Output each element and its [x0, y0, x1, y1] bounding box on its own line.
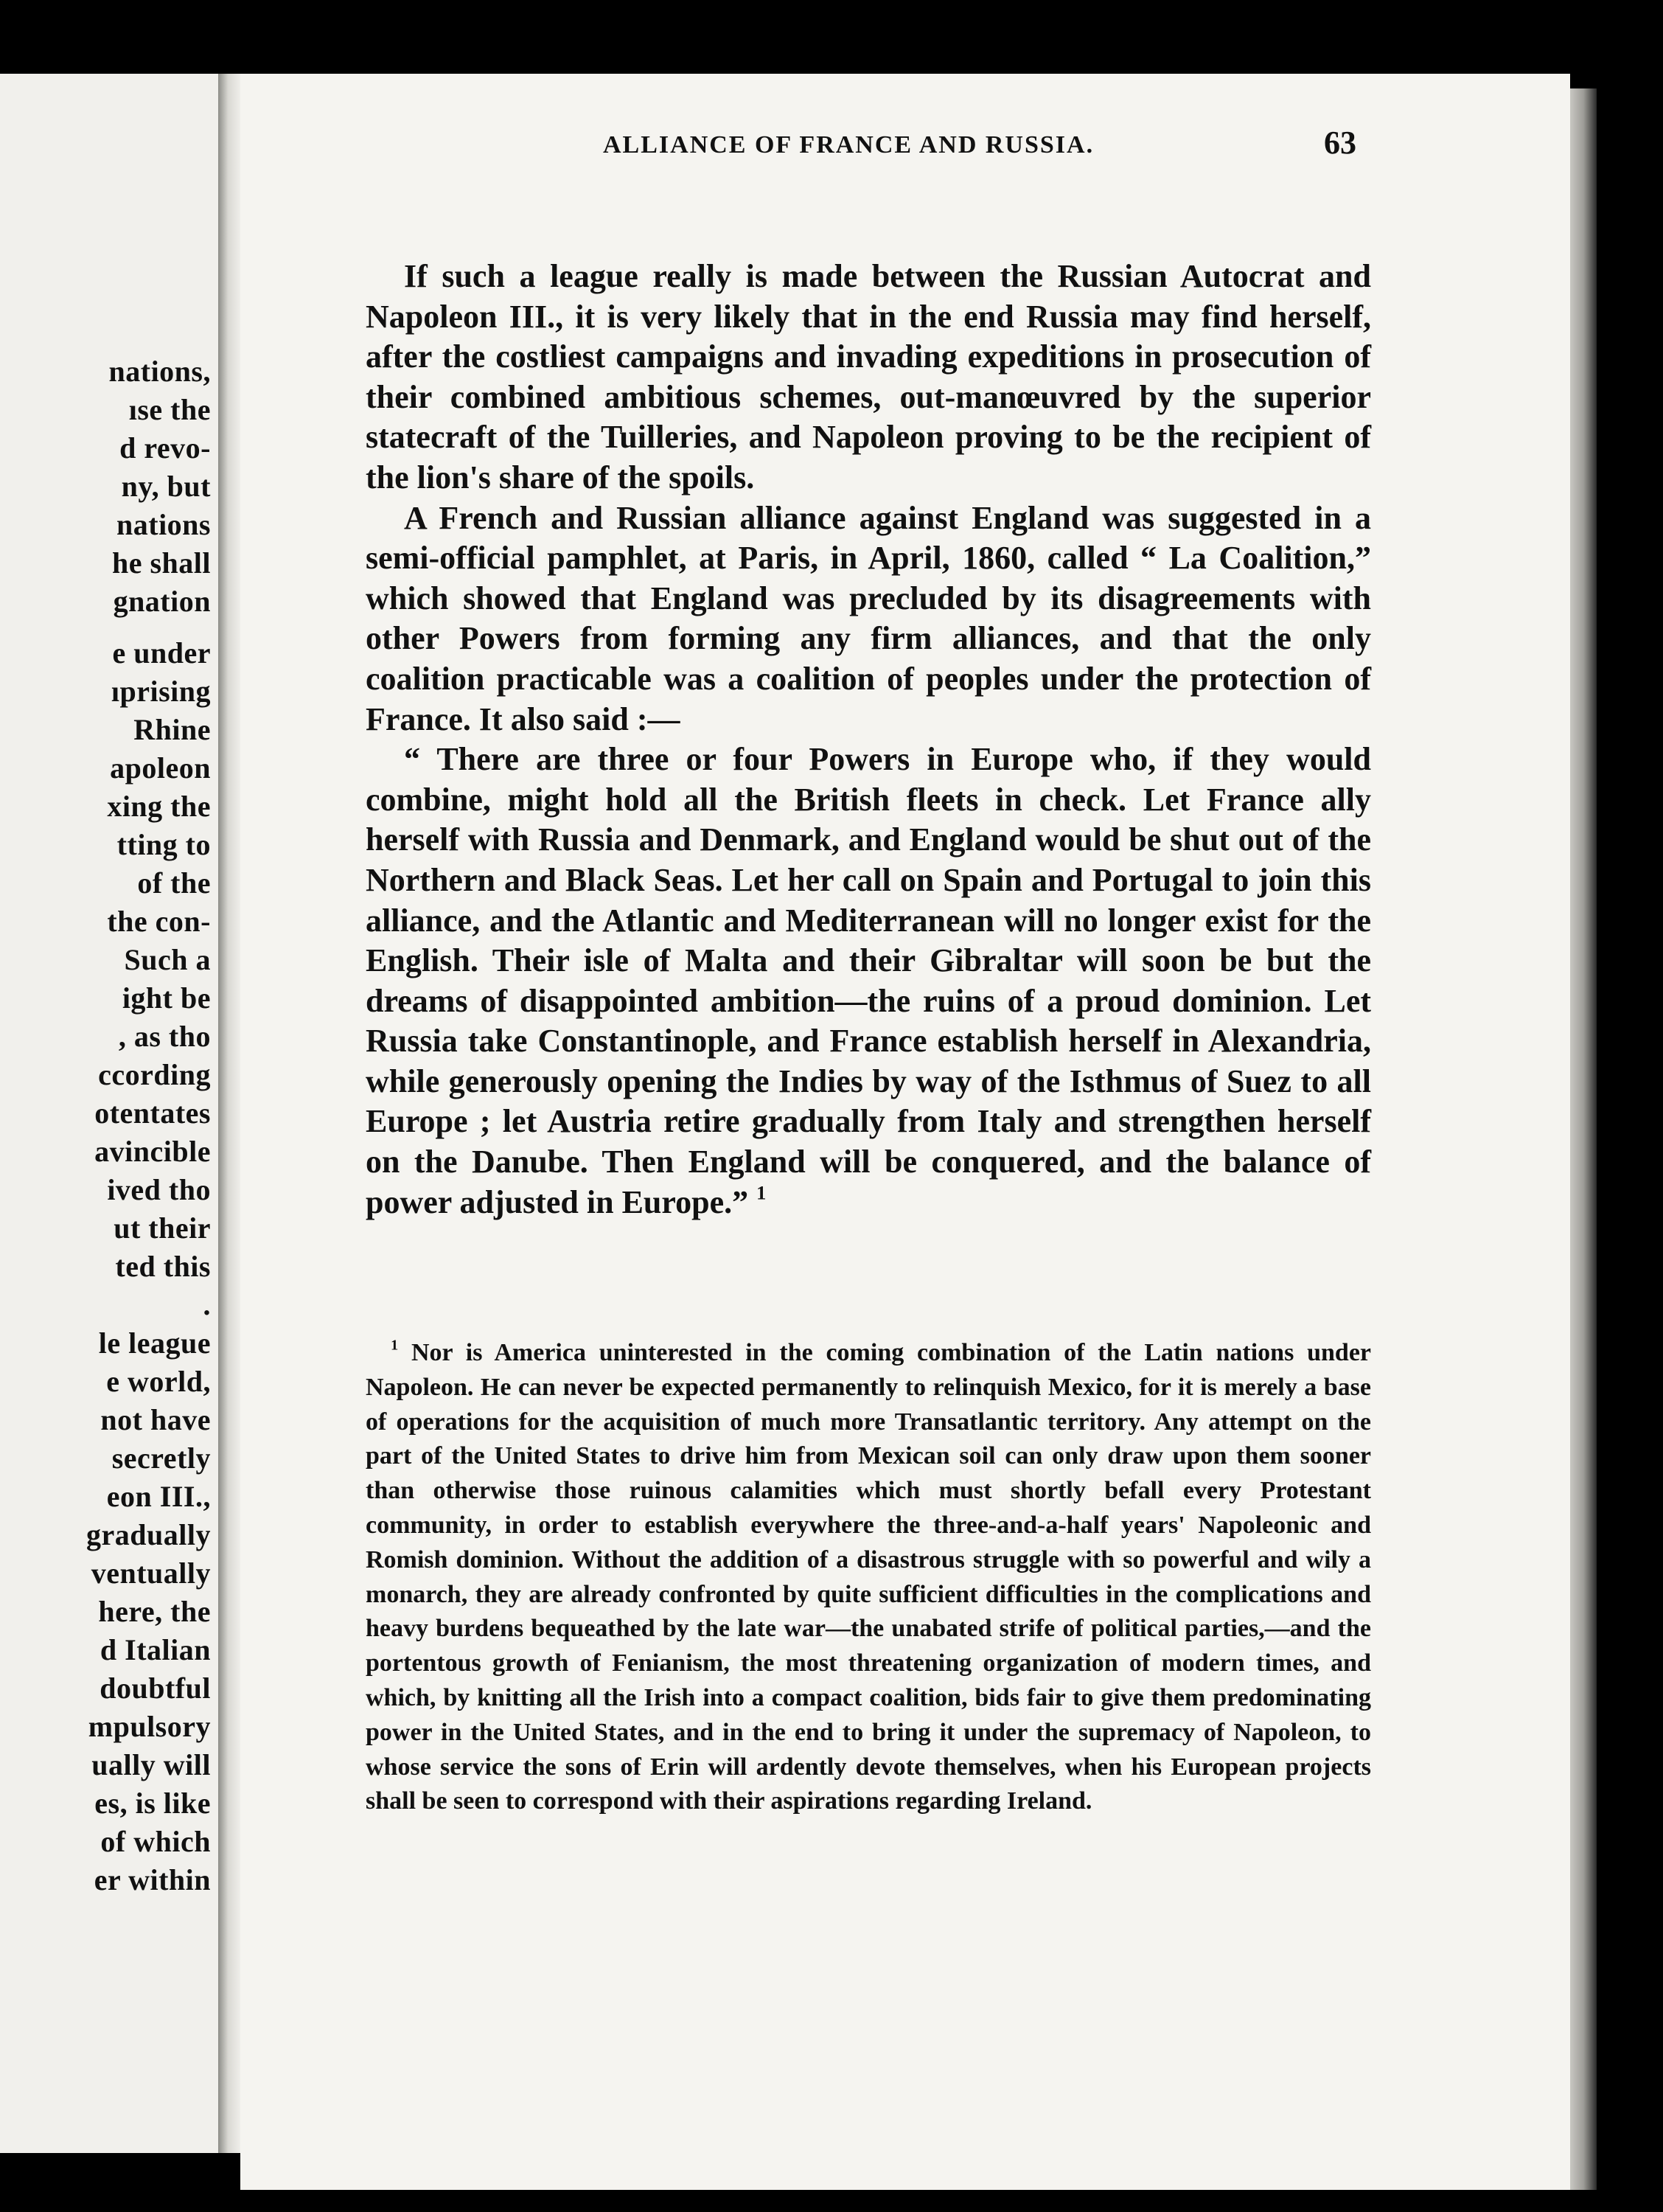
left-line: here, the	[98, 1595, 211, 1628]
left-line: ually will	[91, 1748, 211, 1781]
body-text	[366, 257, 1371, 1222]
left-line: avincible	[94, 1135, 211, 1168]
left-line: er within	[94, 1863, 211, 1896]
footnote	[366, 1336, 1371, 1819]
left-line: le league	[98, 1326, 211, 1360]
left-line: nations	[116, 508, 211, 541]
left-line: d Italian	[100, 1633, 211, 1666]
footnote-reference: 1	[756, 1181, 767, 1204]
footnote-text: Nor is America uninterested in the coming combination of the Latin nations under Napoleon. He can never be expected permanently to relinquish Mexico, for it is merely a base of operations for the acquisition of much more Transatlantic territory. Any attempt on the part of the United States to drive him from Mexican soil can only draw upon them sooner than otherwise those ruinous calamities which must shortly befall every Protestant community, in order to establish everywhere the three-and-a-half years' Napoleonic and Romish dominion. Without the addition of a disastrous struggle with so powerful and wily a monarch, they are already confronted by quite sufficient difficulties in the complications and heavy burdens bequeathed by the late war—the unabated strife of political parties,—and the portentous growth of Fenianism, the most threatening organization of modern times, and which, by knitting all the Irish into a compact coalition, bids fair to give them predominating power in the United States, and in the end to bring it under the supremacy of Napoleon, to whose service the sons of Erin will ardently devote themselves, when his European projects shall be seen to correspond with their aspirations regarding Ireland.	[366, 1339, 1371, 1815]
left-line: ıse the	[128, 393, 211, 426]
left-line: ted this	[115, 1250, 211, 1283]
left-page-text	[0, 352, 211, 1899]
left-paragraph-gap	[0, 621, 211, 634]
left-line: secretly	[111, 1441, 211, 1475]
left-line: e under	[112, 636, 211, 669]
left-facing-page	[0, 74, 220, 2153]
running-head-title: ALLIANCE OF FRANCE AND RUSSIA.	[603, 131, 1095, 159]
left-line: ccording	[98, 1058, 211, 1091]
left-line: d revo-	[119, 431, 211, 465]
left-line: ventually	[91, 1557, 211, 1590]
left-line: doubtful	[100, 1672, 211, 1705]
left-line: otentates	[94, 1096, 211, 1130]
book-gutter	[218, 74, 240, 2153]
left-line: gnation	[113, 585, 211, 618]
left-line: ıprising	[111, 675, 211, 708]
footnote-paragraph	[366, 1336, 1371, 1819]
left-line: apoleon	[110, 751, 211, 785]
left-line: not have	[100, 1403, 211, 1436]
left-line: eon III.,	[106, 1480, 211, 1513]
left-line: mpulsory	[88, 1710, 211, 1743]
page-number: 63	[1324, 125, 1356, 161]
left-line: e world,	[106, 1365, 211, 1398]
body-paragraph: If such a league really is made between the Russian Autocrat and Napoleon III., it is very likely that in the end Russia may find herself, after the costliest campaigns and invading expeditions in prosecution of their combined ambitious schemes, out-manœuvred by the superior statecraft of the Tuilleries, and Napoleon proving to be the recipient of the lion's share of the spoils.	[366, 258, 1371, 495]
left-line: ight be	[122, 981, 211, 1015]
body-paragraph: A French and Russian alliance against England was suggested in a semi-official pamphlet, at Paris, in April, 1860, called “ La Coalition,” which showed that England was precluded by its disagreements with other Powers from forming any firm alliances, and that the only coalition practicable was a coalition of peoples under the protection of France. It also said :—	[366, 499, 1371, 737]
left-line: es, is like	[94, 1787, 211, 1820]
left-line: xing the	[107, 790, 211, 823]
left-line: .	[203, 1288, 211, 1321]
body-paragraph-quote	[366, 740, 1371, 1222]
left-line: tting to	[116, 828, 211, 861]
quote-text: “ There are three or four Powers in Europe who, if they would combine, might hold all the British fleets in check. Let France ally herself with Russia and Denmark, and England would be shut out of the Northern and Black Seas. Let her call on Spain and Portugal to join this alliance, and the Atlantic and Mediterranean will no longer exist for the English. Their isle of Malta and their Gibraltar will soon be but the dreams of disappointed ambition—the ruins of a proud dominion. Let Russia take Constantinople, and France establish herself in Alexandria, while generously opening the Indies by way of the Isthmus of Suez to all Europe ; let Austria retire gradually from Italy and strengthen herself on the Danube. Then England will be conquered, and the balance of power adjusted in Europe.”	[366, 741, 1371, 1220]
left-line: nations,	[108, 355, 211, 388]
footnote-marker: 1	[391, 1337, 399, 1354]
left-line: of which	[100, 1825, 211, 1858]
left-line: he shall	[111, 546, 211, 580]
page-edge	[1570, 88, 1597, 2190]
left-line: of the	[137, 866, 211, 900]
left-line: Such a	[124, 943, 211, 976]
left-line: ived tho	[107, 1173, 211, 1206]
running-head	[366, 124, 1371, 168]
left-line: ut their	[114, 1211, 211, 1245]
left-line: , as tho	[118, 1020, 211, 1053]
left-line: the con-	[107, 905, 211, 938]
left-line: ny, but	[121, 470, 211, 503]
left-line: Rhine	[133, 713, 211, 746]
left-line: gradually	[86, 1518, 211, 1551]
